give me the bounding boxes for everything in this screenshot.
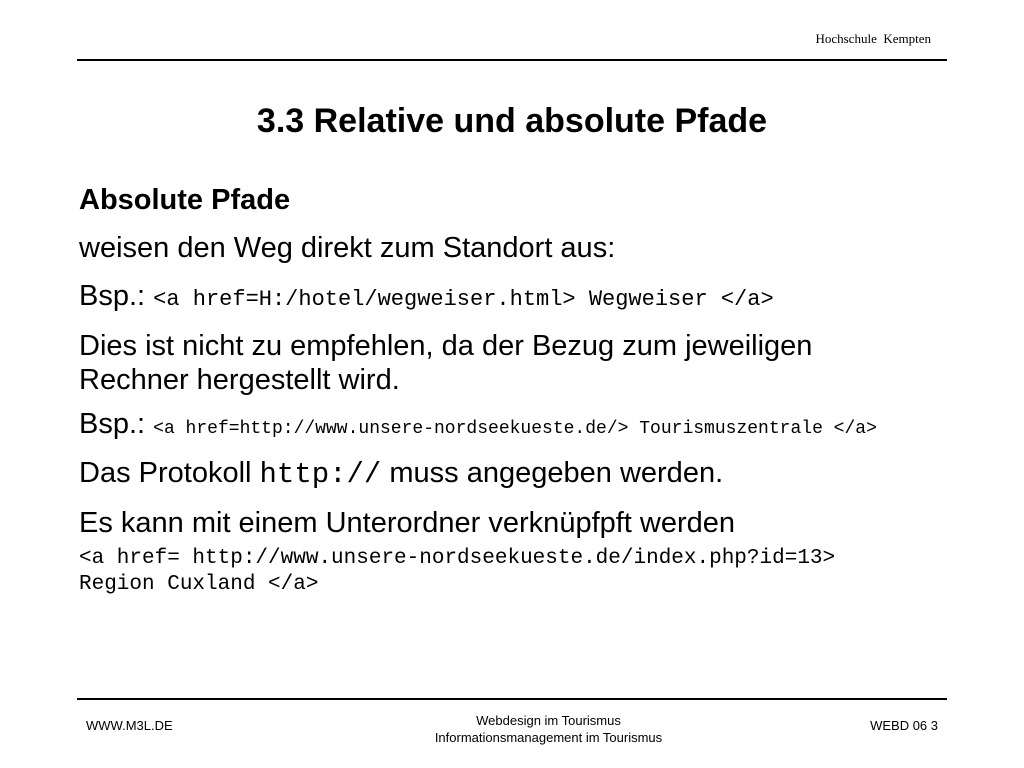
example-1-code: <a href=H:/hotel/wegweiser.html> Wegweiser </a> bbox=[153, 287, 774, 312]
subfolder-line: Es kann mit einem Unterordner verknüpfpft werden bbox=[79, 507, 736, 539]
section-heading: Absolute Pfade bbox=[79, 184, 291, 216]
protocol-text-before: Das Protokoll bbox=[79, 457, 260, 489]
slide-title: 3.3 Relative und absolute Pfade bbox=[256, 102, 768, 140]
code-example-line-1: <a href= http://www.unsere-nordseekueste.de/index.php?id=13> bbox=[79, 547, 836, 570]
protocol-code: http:// bbox=[259, 458, 382, 491]
example-2-code: <a href=http://www.unsere-nordseekueste.de/> Tourismuszentrale </a> bbox=[153, 419, 877, 439]
note-line-1: Dies ist nicht zu empfehlen, da der Bezug zum jeweiligen bbox=[79, 330, 813, 362]
footer-rule bbox=[77, 698, 947, 700]
example-1 bbox=[79, 279, 959, 317]
example-2-prefix: Bsp.: bbox=[79, 408, 146, 440]
example-2 bbox=[79, 407, 959, 446]
header-institution: Hochschule Kempten bbox=[815, 31, 931, 46]
footer-course-subtitle: Informationsmanagement im Tourismus bbox=[434, 730, 663, 745]
footer-website: WWW.M3L.DE bbox=[86, 718, 173, 733]
footer-course-title: Webdesign im Tourismus bbox=[476, 713, 621, 728]
description-line: weisen den Weg direkt zum Standort aus: bbox=[79, 232, 616, 264]
slide-content bbox=[79, 183, 959, 598]
protocol-text-after: muss angegeben werden. bbox=[381, 457, 724, 489]
footer-slide-number: WEBD 06 3 bbox=[870, 718, 938, 733]
header-rule bbox=[77, 59, 947, 61]
example-1-prefix: Bsp.: bbox=[79, 280, 146, 312]
protocol-line bbox=[79, 456, 959, 492]
code-example-line-2: Region Cuxland </a> bbox=[79, 573, 319, 596]
note-line-2: Rechner hergestellt wird. bbox=[79, 364, 400, 396]
